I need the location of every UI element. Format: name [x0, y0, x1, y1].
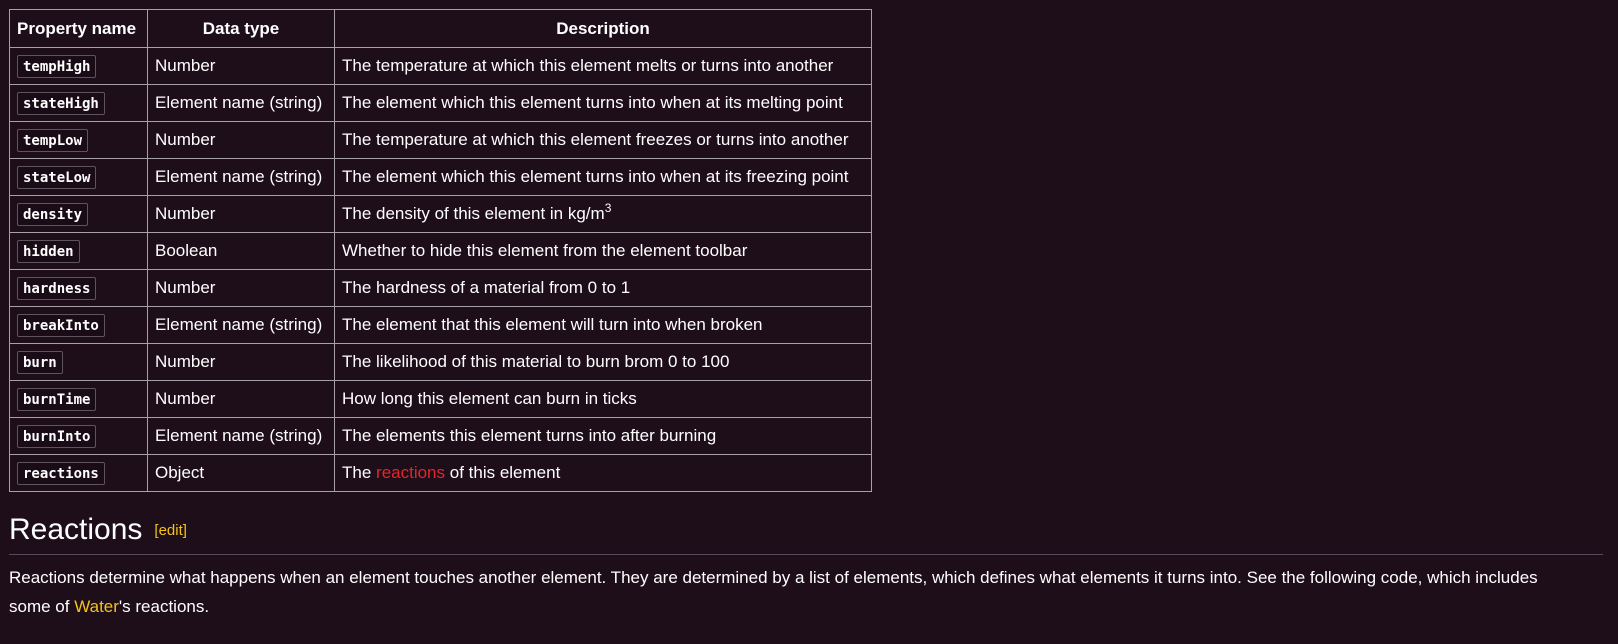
- property-code: burn: [17, 351, 63, 374]
- description-cell: The likelihood of this material to burn brom 0 to 100: [335, 344, 872, 381]
- description-cell: Whether to hide this element from the element toolbar: [335, 233, 872, 270]
- type-cell: Number: [148, 344, 335, 381]
- property-code: reactions: [17, 462, 105, 485]
- property-cell: [10, 233, 148, 270]
- type-cell: Number: [148, 196, 335, 233]
- type-cell: Element name (string): [148, 85, 335, 122]
- type-cell: Boolean: [148, 233, 335, 270]
- type-cell: Number: [148, 48, 335, 85]
- header-data-type: Data type: [148, 10, 335, 48]
- property-code: tempHigh: [17, 55, 96, 78]
- edit-section-link[interactable]: [edit]: [154, 522, 187, 539]
- description-cell: The hardness of a material from 0 to 1: [335, 270, 872, 307]
- water-link[interactable]: Water: [74, 597, 119, 616]
- table-row: [10, 381, 872, 418]
- table-row: [10, 85, 872, 122]
- table-header-row: [10, 10, 872, 48]
- description-text: The density of this element in kg/m: [342, 204, 605, 223]
- description-cell: [335, 455, 872, 492]
- property-code: stateHigh: [17, 92, 105, 115]
- property-code: tempLow: [17, 129, 88, 152]
- property-cell: [10, 196, 148, 233]
- type-cell: Number: [148, 270, 335, 307]
- article-content: [9, 9, 1603, 621]
- type-cell: Number: [148, 122, 335, 159]
- table-row: [10, 122, 872, 159]
- table-row: [10, 270, 872, 307]
- property-code: hidden: [17, 240, 80, 263]
- property-code: breakInto: [17, 314, 105, 337]
- property-cell: [10, 455, 148, 492]
- table-row: [10, 307, 872, 344]
- description-cell: How long this element can burn in ticks: [335, 381, 872, 418]
- property-cell: [10, 307, 148, 344]
- table-row: [10, 233, 872, 270]
- description-cell: [335, 196, 872, 233]
- paragraph-text-after-link: 's reactions.: [118, 597, 210, 616]
- properties-table: [9, 9, 872, 492]
- property-cell: [10, 270, 148, 307]
- property-cell: [10, 344, 148, 381]
- property-cell: [10, 381, 148, 418]
- section-heading: [9, 512, 1603, 555]
- description-cell: The temperature at which this element freezes or turns into another: [335, 122, 872, 159]
- property-cell: [10, 418, 148, 455]
- property-cell: [10, 48, 148, 85]
- type-cell: Element name (string): [148, 307, 335, 344]
- description-text-before: The: [342, 463, 377, 482]
- table-row: [10, 196, 872, 233]
- section-paragraph: [9, 563, 1603, 621]
- superscript-exponent: 3: [604, 201, 612, 215]
- description-cell: The elements this element turns into after burning: [335, 418, 872, 455]
- description-text-after: of this element: [445, 463, 561, 482]
- table-row: [10, 455, 872, 492]
- paragraph-text-before-link: some of: [9, 597, 75, 616]
- section-title: Reactions: [9, 513, 143, 546]
- reactions-redlink[interactable]: reactions: [376, 463, 446, 482]
- property-code: density: [17, 203, 88, 226]
- table-row: [10, 48, 872, 85]
- paragraph-line-1: Reactions determine what happens when an element touches another element. They are determined by a list of elements, which defines what elements it turns into. See the following code, which includes: [9, 568, 1538, 587]
- type-cell: Number: [148, 381, 335, 418]
- description-cell: The element which this element turns into when at its freezing point: [335, 159, 872, 196]
- type-cell: Object: [148, 455, 335, 492]
- property-cell: [10, 122, 148, 159]
- property-code: hardness: [17, 277, 96, 300]
- property-cell: [10, 159, 148, 196]
- header-description: Description: [335, 10, 872, 48]
- type-cell: Element name (string): [148, 418, 335, 455]
- table-row: [10, 159, 872, 196]
- property-cell: [10, 85, 148, 122]
- type-cell: Element name (string): [148, 159, 335, 196]
- description-cell: The temperature at which this element melts or turns into another: [335, 48, 872, 85]
- table-row: [10, 418, 872, 455]
- property-code: stateLow: [17, 166, 96, 189]
- description-cell: The element which this element turns into when at its melting point: [335, 85, 872, 122]
- header-property-name: Property name: [10, 10, 148, 48]
- description-cell: The element that this element will turn into when broken: [335, 307, 872, 344]
- table-row: [10, 344, 872, 381]
- property-code: burnTime: [17, 388, 96, 411]
- property-code: burnInto: [17, 425, 96, 448]
